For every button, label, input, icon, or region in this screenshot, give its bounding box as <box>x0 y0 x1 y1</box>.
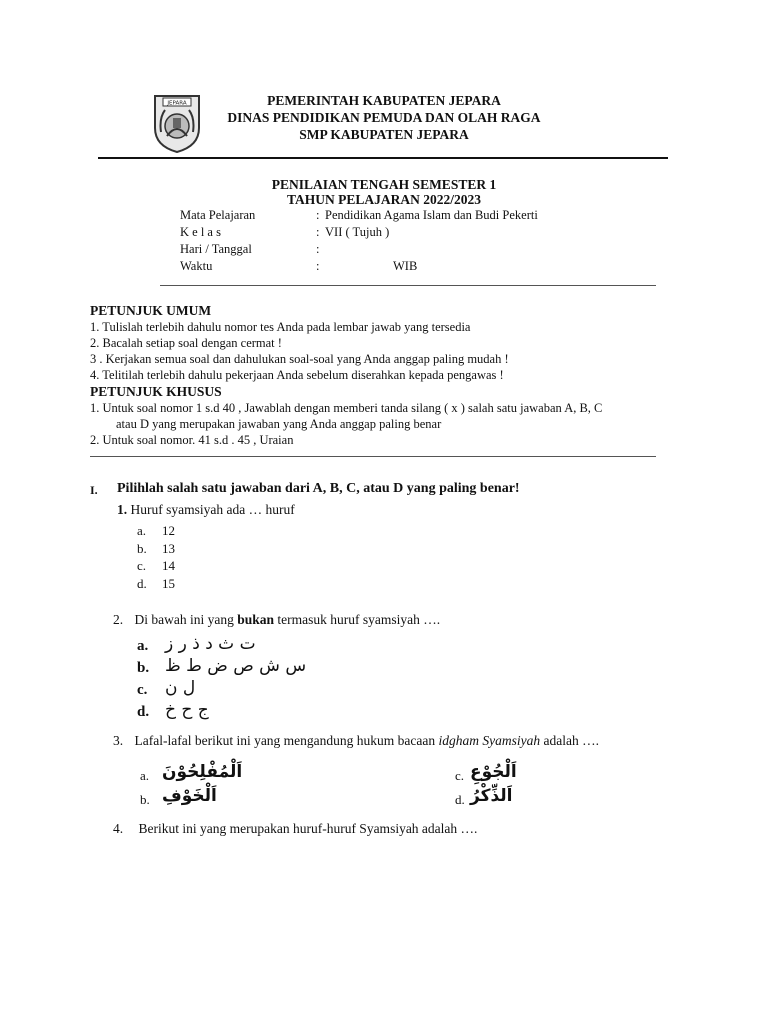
option-arabic[interactable]: ج ح خ <box>165 700 209 720</box>
question-text-end: termasuk huruf syamsiyah …. <box>274 612 441 627</box>
field-label: Waktu <box>180 259 213 273</box>
field-label: Hari / Tanggal <box>180 242 252 256</box>
question-text-end: adalah …. <box>540 733 599 748</box>
option-letter[interactable]: b. <box>140 792 150 807</box>
option-text[interactable]: 12 <box>162 523 175 538</box>
question-text: Huruf syamsiyah ada … huruf <box>130 502 295 517</box>
option-letter[interactable]: a. <box>137 523 147 538</box>
option-arabic[interactable]: اَلْجُوْعِ <box>470 762 517 782</box>
option-letter[interactable]: c. <box>137 558 147 573</box>
option-arabic[interactable]: س ش ص ض ط ظ <box>165 656 307 676</box>
header-line-3: SMP KABUPATEN JEPARA <box>299 127 469 142</box>
field-value: VII ( Tujuh ) <box>325 225 390 239</box>
question-number: 3. <box>113 733 124 748</box>
option-letter[interactable]: b. <box>137 660 150 676</box>
special-instruction-item: 2. Untuk soal nomor. 41 s.d . 45 , Uraian <box>90 433 294 447</box>
question-emphasis: bukan <box>237 612 275 627</box>
option-letter[interactable]: d. <box>455 792 465 807</box>
question-text: Lafal-lafal berikut ini yang mengandung hukum bacaan <box>134 733 439 748</box>
question-1 <box>117 502 295 518</box>
option-letter[interactable]: b. <box>137 541 147 556</box>
option-arabic[interactable]: اَلْمُفْلِحُوْنَ <box>162 762 243 782</box>
question-4 <box>113 821 477 837</box>
special-instruction-item-cont: atau D yang merupakan jawaban yang Anda anggap paling benar <box>116 417 442 431</box>
option-letter[interactable]: a. <box>140 768 150 783</box>
instruction-item: 3 . Kerjakan semua soal dan dahulukan soal-soal yang Anda anggap paling mudah ! <box>90 352 509 366</box>
header-line-2: DINAS PENDIDIKAN PEMUDA DAN OLAH RAGA <box>227 110 541 125</box>
option-letter[interactable]: d. <box>137 576 147 591</box>
option-text[interactable]: 13 <box>162 541 175 556</box>
exam-title: PENILAIAN TENGAH SEMESTER 1 <box>271 177 497 192</box>
option-letter[interactable]: d. <box>137 704 150 720</box>
option-arabic[interactable]: اَلذِّكْرُ <box>470 786 513 806</box>
question-text: Berikut ini yang merupakan huruf-huruf Syamsiyah adalah …. <box>138 821 478 836</box>
instruction-item: 4. Telitilah terlebih dahulu pekerjaan Anda sebelum diserahkan kepada pengawas ! <box>90 368 504 382</box>
instruction-item: 2. Bacalah setiap soal dengan cermat ! <box>90 336 282 350</box>
option-arabic[interactable]: اَلْخَوْفِ <box>162 786 217 806</box>
question-number: 1. <box>117 502 128 517</box>
header-divider <box>98 157 668 159</box>
option-arabic[interactable]: ت ث د ذ ر ز <box>165 634 256 654</box>
field-value: WIB <box>393 259 418 273</box>
option-text[interactable]: 14 <box>162 558 175 573</box>
logo-text: JEPARA <box>167 100 187 107</box>
special-instruction-item: 1. Untuk soal nomor 1 s.d 40 , Jawablah dengan memberi tanda silang ( x ) salah satu jawaban A, B, C <box>90 401 603 415</box>
field-label: Mata Pelajaran <box>180 208 256 222</box>
question-number: 4. <box>113 821 124 836</box>
field-label: K e l a s <box>180 225 221 239</box>
field-colon: : <box>316 259 320 273</box>
question-2 <box>113 612 440 628</box>
section-title: Pilihlah salah satu jawaban dari A, B, C, atau D yang paling benar! <box>117 481 520 496</box>
option-letter[interactable]: c. <box>137 682 148 698</box>
option-text[interactable]: 15 <box>162 576 175 591</box>
field-colon: : <box>316 242 320 256</box>
option-letter[interactable]: c. <box>455 768 465 783</box>
option-arabic[interactable]: ل ن <box>165 678 196 698</box>
section-number: I. <box>90 483 98 497</box>
header-line-1: PEMERINTAH KABUPATEN JEPARA <box>267 93 501 108</box>
field-value: Pendidikan Agama Islam dan Budi Pekerti <box>325 208 538 222</box>
question-3 <box>113 733 599 749</box>
exam-year: TAHUN PELAJARAN 2022/2023 <box>286 192 481 207</box>
option-letter[interactable]: a. <box>137 638 149 654</box>
instruction-item: 1. Tulislah terlebih dahulu nomor tes Anda pada lembar jawab yang tersedia <box>90 320 471 334</box>
field-colon: : <box>316 225 320 239</box>
field-colon: : <box>316 208 320 222</box>
instructions-divider <box>90 456 656 457</box>
question-number: 2. <box>113 612 124 627</box>
question-emphasis: idgham Syamsiyah <box>438 733 541 748</box>
special-instructions-title: PETUNJUK KHUSUS <box>90 384 222 399</box>
question-text: Di bawah ini yang <box>134 612 238 627</box>
general-instructions-title: PETUNJUK UMUM <box>90 303 212 318</box>
info-divider <box>160 285 656 286</box>
